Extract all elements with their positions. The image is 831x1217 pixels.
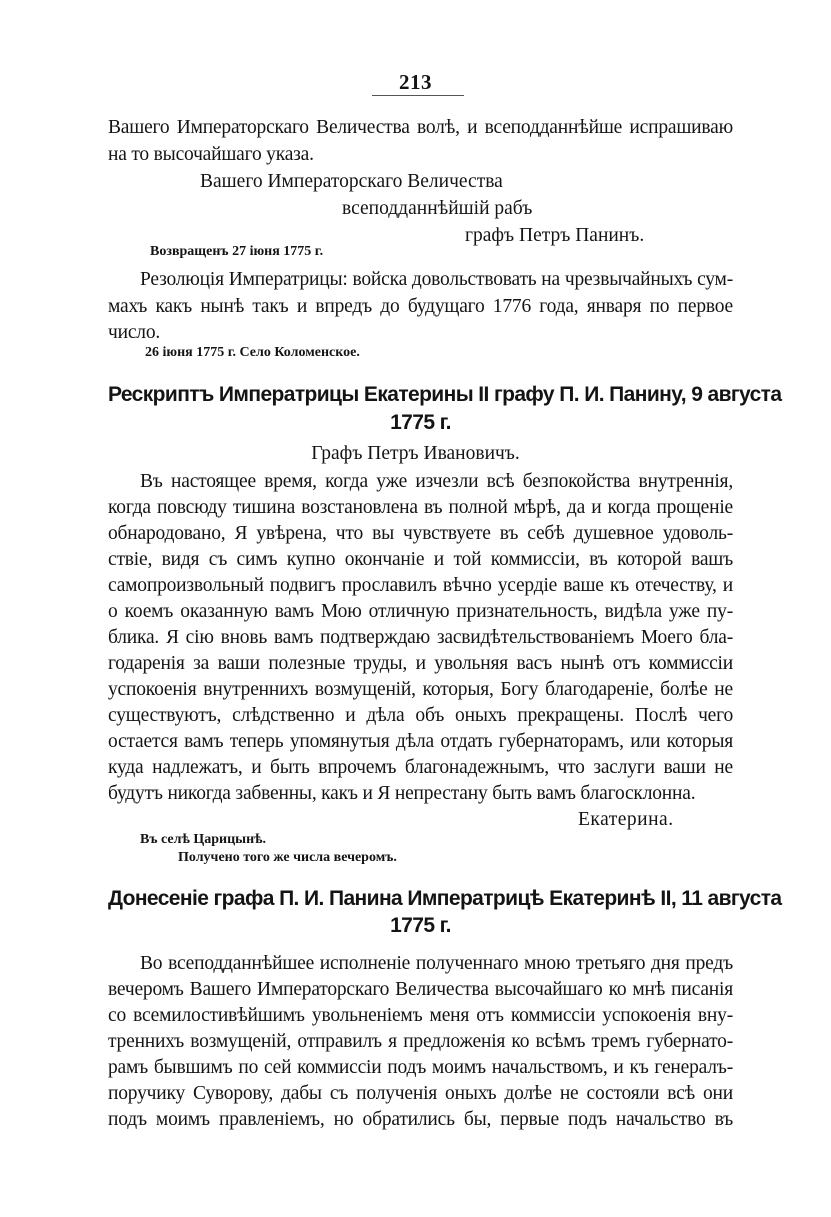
body-line: о коемъ оказанную вамъ Мою отличную признательность, видѣла уже пу- — [108, 601, 733, 622]
page-number: 213 — [399, 70, 432, 94]
note-place: Въ селѣ Царицынѣ. — [140, 832, 267, 847]
signature-name: Екатерина. — [578, 809, 674, 830]
body-line: со всемилостивѣйшимъ увольненіемъ меня отъ коммиссіи успокоенія вну- — [108, 1005, 733, 1026]
body-line: самопроизвольный подвигъ прославилъ вѣчно усердіе ваше къ отечеству, и — [108, 575, 733, 596]
body-line: обнародовано, Я увѣрена, что вы чувствуете въ себѣ душевное удоволь- — [108, 523, 733, 544]
signature-line: Вашего Императорскаго Величества — [200, 171, 503, 192]
resolution-line: Резолюція Императрицы: войска довольствовать на чрезвычайныхъ сум- — [140, 269, 733, 290]
body-line: подъ моимъ правленіемъ, но обратились бы, первые подъ начальство въ — [108, 1109, 733, 1130]
body-line: когда повсюду тишина возстановлена въ полной мѣрѣ, да и когда прощеніе — [108, 497, 733, 518]
body-line: будутъ никогда забвенны, какъ и Я непрестану быть вамъ благосклонна. — [108, 783, 696, 804]
body-line: годаренія за ваши полезные труды, и увольняя васъ нынѣ отъ коммиссіи — [108, 653, 733, 674]
page-number-rule — [372, 95, 464, 96]
signature-name: графъ Петръ Панинъ. — [465, 225, 645, 246]
section-heading: Рескриптъ Императрицы Екатерины II графу П. И. Панину, 9 августа — [108, 383, 782, 406]
body-line: Во всеподданнѣйшее исполненіе полученнаго мною третьяго дня предъ — [140, 953, 733, 974]
section-heading: 1775 г. — [390, 411, 451, 434]
body-line: ствіе, видя съ симъ купно окончаніе и той коммиссіи, въ которой вашъ — [108, 549, 733, 570]
body-line: успокоенія внутреннихъ возмущеній, которыя, Богу благодареніе, болѣе не — [108, 679, 733, 700]
body-line: Въ настоящее время, когда уже изчезли всѣ безпокойства внутреннія, — [140, 471, 733, 492]
note-place-date: 26 іюня 1775 г. Село Коломенское. — [145, 345, 360, 360]
body-line: рамъ бывшимъ по сей коммиссіи подъ моимъ начальствомъ, и къ генералъ- — [108, 1057, 733, 1078]
body-line: треннихъ возмущеній, отправилъ я предложенія ко всѣмъ тремъ губернато- — [108, 1031, 733, 1052]
section-heading: 1775 г. — [390, 914, 451, 937]
body-line: блика. Я сію вновь вамъ подтверждаю засвидѣтельствованіемъ Моего бла- — [108, 627, 733, 648]
salutation: Графъ Петръ Ивановичъ. — [311, 443, 520, 464]
signature-line: всеподданнѣйшій рабъ — [342, 198, 533, 219]
resolution-line: махъ какъ нынѣ такъ и впредъ до будущаго 1776 года, января по первое — [108, 296, 733, 317]
body-line: остается вамъ теперь упомянутыя дѣла отдать губернаторамъ, или которыя — [108, 731, 733, 752]
note-received: Получено того же числа вечеромъ. — [178, 850, 397, 865]
body-line: поручику Суворову, дабы съ полученія оныхъ долѣе не состояли всѣ они — [108, 1083, 733, 1104]
text-line: на то высочайшаго указа. — [108, 144, 314, 165]
note-returned: Возвращенъ 27 іюня 1775 г. — [150, 244, 324, 259]
resolution-line: число. — [108, 322, 161, 343]
body-line: существуютъ, слѣдственно и дѣла объ оныхъ прекращены. Послѣ чего — [108, 705, 733, 726]
section-heading: Донесеніе графа П. И. Панина Императрицѣ Екатеринѣ II, 11 августа — [108, 887, 782, 910]
body-line: вечеромъ Вашего Императорскаго Величества высочайшаго ко мнѣ писанія — [108, 979, 733, 1000]
text-line: Вашего Императорскаго Величества волѣ, и всеподданнѣйше испрашиваю — [108, 117, 733, 138]
body-line: куда надлежатъ, и быть впрочемъ благонадежнымъ, что заслуги ваши не — [108, 757, 733, 778]
